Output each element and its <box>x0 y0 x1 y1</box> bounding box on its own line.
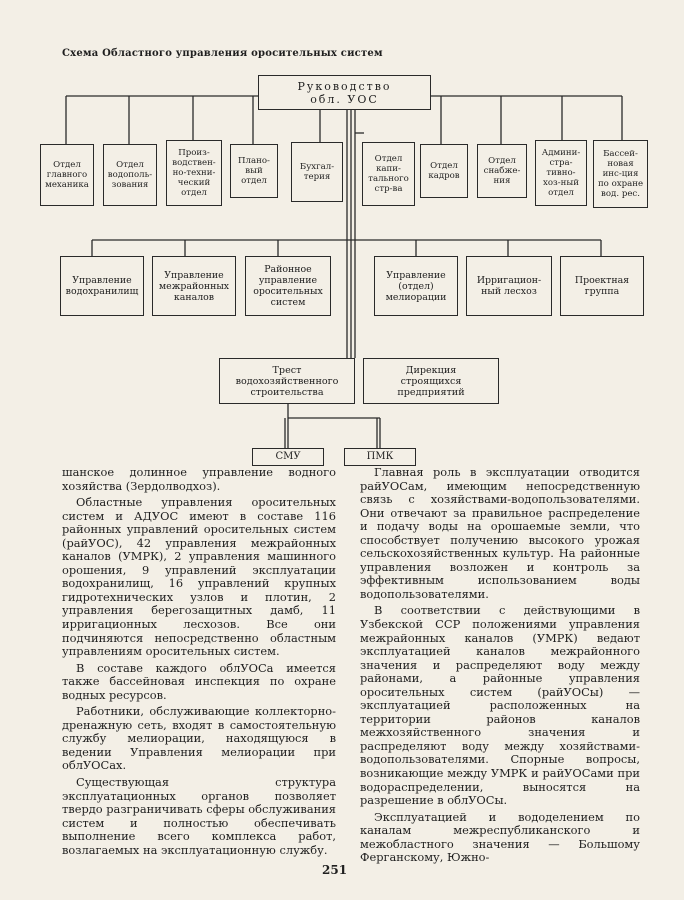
text-column-left <box>62 466 336 857</box>
dept-box: Бухгал- терия <box>291 142 343 202</box>
text-column-right <box>360 466 640 865</box>
chart-head-box: Руководство обл. УОС <box>258 75 431 110</box>
unit-box: Управление (отдел) мелиорации <box>374 256 458 316</box>
dept-box: Отдел кадров <box>420 144 468 198</box>
unit-box: Ирригацион- ный лесхоз <box>466 256 552 316</box>
paragraph: Областные управления оросительных систем и АДУОС имеют в составе 116 районных управлений оросительных систем (райУОС), 42 управления межрайонных каналов (УМРК), 2 управления машинного орошения, 9 управлений эксплуатации водохранилищ, 16 управлений крупных гидротехнических узлов и плотин, 2 управления берегозащитных дамб, 11 ирригационных лесхозов. Все они подчиняются непосредственно областным управлениям оросительных систем. <box>62 495 336 659</box>
paragraph: Главная роль в эксплуатации отводится райУОСам, имеющим непосредственную связь с хозяйствами-водопользователями. Они отвечают за правильное распределение и подачу воды на орошаемые земли, что способствует получению высокого урожая сельскохозяйственных культур. На районные управления возложен и контроль за эффективным использованием воды водопользователями. <box>360 465 640 601</box>
dept-box: Отдел водополь- зования <box>103 144 157 206</box>
dept-box: Бассей- новая инс-ция по охране вод. рес. <box>593 140 648 208</box>
paragraph: Эксплуатацией и вододелением по каналам межреспубликанского и межобластного значения — Большому Ферганскому, Южно- <box>360 809 640 865</box>
paragraph: В составе каждого облУОСа имеется также бассейновая инспекция по охране водных ресурсов. <box>62 660 336 702</box>
directorate-box: Дирекция строящихся предприятий <box>363 358 499 404</box>
unit-box: Управление межрайонных каналов <box>152 256 236 316</box>
page-number: 251 <box>322 863 348 877</box>
unit-box: Управление водохранилищ <box>60 256 144 316</box>
dept-box: Админи- стра- тивно- хоз-ный отдел <box>535 140 587 206</box>
trust-box: Трест водохозяйственного строительства <box>219 358 355 404</box>
dept-box: Отдел капи- тального стр-ва <box>362 142 415 206</box>
figure-caption: Схема Областного управления оросительных систем <box>62 48 383 59</box>
dept-box: Отдел главного механика <box>40 144 94 206</box>
dept-box: Произ- водствен- но-техни- ческий отдел <box>166 140 222 206</box>
smu-box: СМУ <box>252 448 324 466</box>
dept-box: Плано- вый отдел <box>230 144 278 198</box>
paragraph: Существующая структура эксплуатационных органов позволяет твердо разграничивать сферы обслуживания систем и полностью обеспечивать выполнение всего комплекса работ, возлагаемых на эксплуатационную службу. <box>62 775 336 857</box>
unit-box: Проектная группа <box>560 256 644 316</box>
dept-box: Отдел снабже- ния <box>477 144 527 198</box>
unit-box: Районное управление оросительных систем <box>245 256 331 316</box>
paragraph: шанское долинное управление водного хозяйства (Зердолводхоз). <box>62 465 336 493</box>
paragraph: В соответствии с действующими в Узбекской ССР положениями управления межрайонных каналов (УМРК) ведают эксплуатацией каналов межрайонного значения и распределяют воду между районами, а районные управления оросительных систем (райУОСы) — эксплуатацией расположенных на территории районов каналов межхозяйственного значения и распределяют воду между хозяйствами-водопользователями. Спорные вопросы, возникающие между УМРК и райУОСами при водораспределении, выносятся на разрешение в облУОСы. <box>360 603 640 808</box>
pmk-box: ПМК <box>344 448 416 466</box>
paragraph: Работники, обслуживающие коллекторно-дренажную сеть, входят в самостоятельную службу мелиорации, находящуюся в ведении Управления мелиорации при облУОСах. <box>62 704 336 773</box>
